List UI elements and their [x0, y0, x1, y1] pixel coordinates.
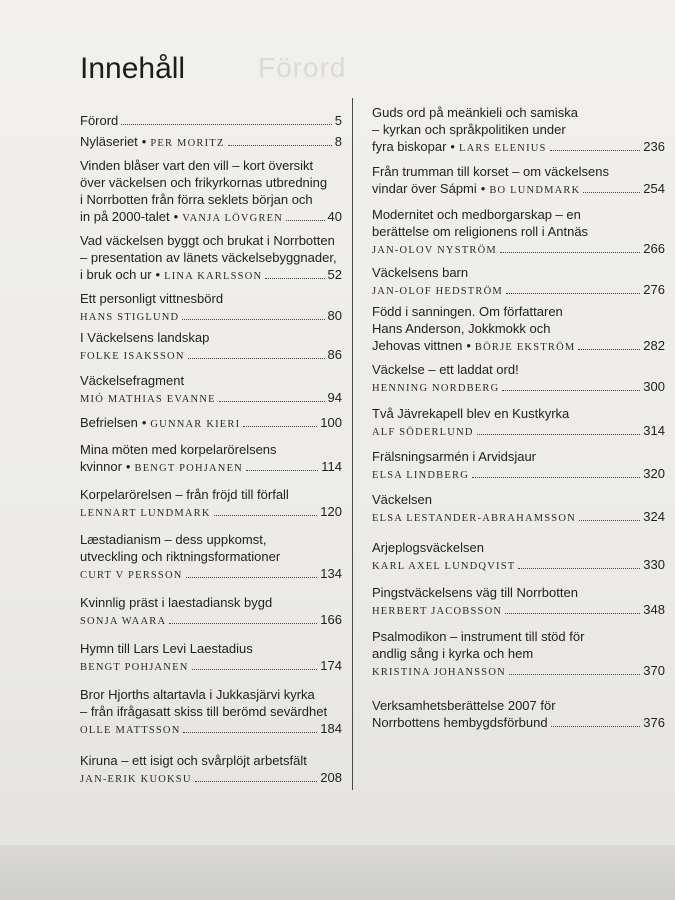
page-number: 80 — [327, 308, 342, 323]
entry-author: ALF SÖDERLUND — [372, 427, 474, 438]
entry-last-line — [80, 769, 342, 788]
dot-leader — [265, 278, 324, 279]
entry-last-line — [372, 337, 665, 356]
entry-last-line — [80, 503, 342, 522]
bullet-separator: • — [450, 139, 455, 154]
entry-last-line — [372, 601, 665, 620]
page-number: 40 — [327, 209, 342, 224]
toc-entry — [80, 232, 342, 285]
toc-entry — [372, 448, 665, 484]
bullet-separator: • — [155, 267, 161, 282]
entry-last-line — [80, 266, 342, 285]
entry-title-line: Korpelarörelsen – från fröjd till förfall — [80, 487, 289, 502]
dot-leader — [183, 732, 317, 733]
entry-title-line: I Väckelsens landskap — [80, 330, 210, 345]
entry-last-line — [80, 208, 342, 227]
page-number: 174 — [320, 658, 342, 673]
bullet-separator: • — [141, 415, 147, 430]
dot-leader — [182, 319, 324, 320]
entry-author: JAN-OLOV NYSTRÖM — [372, 245, 497, 256]
page-number: 236 — [643, 139, 665, 154]
entry-title-line: in på 2000-talet — [80, 209, 170, 224]
entry-title-line: utveckling och riktningsformationer — [80, 549, 281, 564]
entry-title-line: Guds ord på meänkieli och samiska — [372, 105, 578, 120]
entry-last-line — [372, 281, 665, 300]
dot-leader — [578, 349, 640, 350]
entry-last-line — [80, 611, 342, 630]
dot-leader — [506, 293, 640, 294]
entry-author: BENGT POHJANEN — [134, 463, 243, 474]
dot-leader — [192, 669, 318, 670]
bullet-separator: • — [125, 459, 131, 474]
dot-leader — [477, 434, 641, 435]
toc-entry — [80, 594, 342, 630]
toc-entry — [80, 486, 342, 522]
dot-leader — [551, 726, 641, 727]
entry-last-line — [80, 414, 342, 433]
entry-title-line: Nyläseriet — [80, 134, 138, 149]
toc-entry — [80, 157, 342, 227]
entry-title-line: Befrielsen — [80, 415, 138, 430]
entry-title-line: i bruk och ur — [80, 267, 152, 282]
entry-title-line: Väckelsen — [372, 492, 432, 507]
entry-last-line — [80, 133, 342, 152]
toc-entry — [80, 372, 342, 408]
page-number: 320 — [643, 466, 665, 481]
entry-author: BÖRJE EKSTRÖM — [474, 342, 576, 353]
entry-author: LINA KARLSSON — [164, 271, 263, 282]
entry-author: KRISTINA JOHANSSON — [372, 667, 506, 678]
entry-author: HANS STIGLUND — [80, 312, 180, 323]
toc-entry — [372, 584, 665, 620]
entry-title-line: andlig sång i kyrka och hem — [372, 646, 534, 661]
entry-title-line: Norrbottens hembygdsförbund — [372, 715, 548, 730]
page-number: 5 — [334, 113, 342, 128]
entry-title-line: Arjeplogsväckelsen — [372, 540, 485, 555]
dot-leader — [169, 623, 317, 624]
bullet-separator: • — [466, 338, 471, 353]
entry-last-line — [372, 378, 665, 397]
entry-title-line: Vinden blåser vart den vill – kort översikt — [80, 158, 314, 173]
page-number: 94 — [327, 390, 342, 405]
entry-last-line — [80, 389, 342, 408]
toc-entry — [80, 290, 342, 326]
toc-entry — [80, 640, 342, 676]
dot-leader — [500, 252, 640, 253]
dot-leader — [195, 781, 318, 782]
entry-title-line: Frälsningsarmén i Arvidsjaur — [372, 449, 537, 464]
entry-author: JAN-ERIK KUOKSU — [80, 774, 192, 785]
toc-entry — [372, 697, 665, 731]
toc-entry — [80, 752, 342, 788]
toc-entry — [80, 414, 342, 433]
entry-last-line — [80, 720, 342, 739]
entry-title-line: Kiruna – ett isigt och svårplöjt arbetsfält — [80, 753, 307, 768]
entry-title-line: Hans Anderson, Jokkmokk och — [372, 321, 551, 336]
entry-author: HERBERT JACOBSSON — [372, 606, 503, 617]
dot-leader — [246, 470, 318, 471]
page-number: 330 — [643, 557, 665, 572]
entry-title-line: Bror Hjorths altartavla i Jukkasjärvi kyrka — [80, 687, 315, 702]
entry-last-line — [372, 508, 665, 527]
entry-title-line: – kyrkan och språkpolitiken under — [372, 122, 566, 137]
entry-title-line: Pingstväckelsens väg till Norrbotten — [372, 585, 578, 600]
page-title: Innehåll — [80, 52, 186, 85]
page-number: 300 — [643, 379, 665, 394]
toc-entry — [372, 628, 665, 681]
entry-last-line — [372, 180, 665, 199]
bullet-separator: • — [141, 134, 147, 149]
entry-title-line: i Norrbotten från förra seklets början och — [80, 192, 313, 207]
entry-last-line — [372, 714, 665, 731]
entry-title-line: Verksamhetsberättelse 2007 för — [372, 698, 556, 713]
page-number: 276 — [643, 282, 665, 297]
page-number: 166 — [320, 612, 342, 627]
entry-last-line — [80, 112, 342, 129]
page-number: 208 — [320, 770, 342, 785]
entry-author: VANJA LÖVGREN — [182, 213, 284, 224]
toc-entry — [80, 531, 342, 584]
entry-last-line — [372, 138, 665, 157]
dot-leader — [219, 401, 325, 402]
page-bottom-shadow — [0, 845, 675, 900]
entry-author: OLLE MATTSSON — [80, 725, 181, 736]
entry-title-line: Læstadianism – dess uppkomst, — [80, 532, 267, 547]
entry-last-line — [372, 240, 665, 259]
page-number: 376 — [643, 715, 665, 730]
page-number: 370 — [643, 663, 665, 678]
toc-entry — [372, 491, 665, 527]
toc-entry — [372, 361, 665, 397]
entry-title-line: Kvinnlig präst i laestadiansk bygd — [80, 595, 273, 610]
entry-title-line: Två Jävrekapell blev en Kustkyrka — [372, 406, 570, 421]
column-divider — [352, 98, 353, 790]
page-number: 114 — [321, 459, 342, 474]
dot-leader — [518, 568, 640, 569]
entry-last-line — [372, 662, 665, 681]
entry-last-line — [372, 556, 665, 575]
page-number: 8 — [334, 134, 342, 149]
entry-author: ELSA LESTANDER-ABRAHAMSSON — [372, 513, 576, 524]
entry-author: CURT V PERSSON — [80, 570, 183, 581]
entry-title-line: Vad väckelsen byggt och brukat i Norrbotten — [80, 233, 335, 248]
toc-entry — [372, 163, 665, 199]
entry-author: FOLKE ISAKSSON — [80, 351, 185, 362]
dot-leader — [286, 220, 324, 221]
entry-title-line: Modernitet och medborgarskap – en — [372, 207, 581, 222]
entry-title-line: Ett personligt vittnesbörd — [80, 291, 224, 306]
page-number: 254 — [643, 181, 665, 196]
page-number: 348 — [643, 602, 665, 617]
page-number: 282 — [643, 338, 665, 353]
entry-author: LARS ELENIUS — [458, 143, 547, 154]
entry-author: BENGT POHJANEN — [80, 662, 189, 673]
entry-title-line: Från trumman till korset – om väckelsens — [372, 164, 609, 179]
entry-last-line — [80, 346, 342, 365]
toc-entry — [372, 539, 665, 575]
dot-leader — [550, 150, 641, 151]
dot-leader — [505, 613, 640, 614]
entry-title-line: – från ifrågasatt skiss till berömd sevärdhet — [80, 704, 328, 719]
toc-entry — [372, 206, 665, 259]
entry-title-line: kvinnor — [80, 459, 122, 474]
entry-title-line: Väckelse – ett laddat ord! — [372, 362, 519, 377]
entry-title-line: fyra biskopar — [372, 139, 447, 154]
entry-last-line — [372, 465, 665, 484]
toc-entry — [80, 329, 342, 365]
toc-entry — [80, 133, 342, 152]
toc-entry — [372, 303, 665, 356]
page-number: 52 — [327, 267, 342, 282]
entry-title-line: Jehovas vittnen — [372, 338, 463, 353]
page-number: 314 — [643, 423, 665, 438]
entry-author: PER MORITZ — [150, 138, 225, 149]
toc-entry — [80, 112, 342, 129]
entry-title-line: berättelse om religionens roll i Antnäs — [372, 224, 589, 239]
dot-leader — [186, 577, 318, 578]
page-number: 184 — [320, 721, 342, 736]
entry-author: BO LUNDMARK — [489, 185, 581, 196]
entry-last-line — [372, 422, 665, 441]
page-number: 86 — [327, 347, 342, 362]
toc-entry — [372, 264, 665, 300]
entry-author: LENNART LUNDMARK — [80, 508, 211, 519]
dot-leader — [583, 192, 640, 193]
toc-entry — [372, 405, 665, 441]
entry-author: KARL AXEL LUNDQVIST — [372, 561, 516, 572]
entry-title-line: vindar över Sápmi — [372, 181, 477, 196]
dot-leader — [509, 674, 640, 675]
entry-title-line: Psalmodikon – instrument till stöd för — [372, 629, 585, 644]
dot-leader — [188, 358, 325, 359]
dot-leader — [121, 124, 331, 125]
page-number: 100 — [320, 415, 342, 430]
entry-author: GUNNAR KIERI — [150, 419, 241, 430]
page-number: 324 — [643, 509, 665, 524]
entry-title-line: Förord — [80, 113, 119, 128]
entry-author: MIÓ MATHIAS EVANNE — [80, 394, 216, 405]
entry-title-line: över väckelsen och frikyrkornas utbredning — [80, 175, 328, 190]
dot-leader — [502, 390, 640, 391]
entry-author: ELSA LINDBERG — [372, 470, 469, 481]
entry-last-line — [80, 458, 342, 477]
bullet-separator: • — [173, 209, 179, 224]
dot-leader — [243, 426, 317, 427]
entry-author: HENNING NORDBERG — [372, 383, 500, 394]
toc-entry — [372, 104, 665, 157]
page-number: 134 — [320, 566, 342, 581]
entry-last-line — [80, 565, 342, 584]
entry-last-line — [80, 657, 342, 676]
entry-author: SONJA WAARA — [80, 616, 167, 627]
show-through-text: Förord — [258, 52, 347, 83]
entry-title-line: Mina möten med korpelarörelsens — [80, 442, 277, 457]
dot-leader — [472, 477, 640, 478]
toc-entry — [80, 686, 342, 739]
dot-leader — [214, 515, 318, 516]
entry-author: JAN-OLOF HEDSTRÖM — [372, 286, 503, 297]
entry-title-line: – presentation av länets väckelsebyggnader, — [80, 250, 337, 265]
entry-title-line: Väckelsefragment — [80, 373, 185, 388]
page-number: 266 — [643, 241, 665, 256]
toc-entry — [80, 441, 342, 477]
bullet-separator: • — [480, 181, 486, 196]
dot-leader — [579, 520, 640, 521]
entry-title-line: Hymn till Lars Levi Laestadius — [80, 641, 253, 656]
page-number: 120 — [320, 504, 342, 519]
dot-leader — [228, 145, 332, 146]
entry-title-line: Väckelsens barn — [372, 265, 469, 280]
entry-title-line: Född i sanningen. Om författaren — [372, 304, 563, 319]
entry-last-line — [80, 307, 342, 326]
